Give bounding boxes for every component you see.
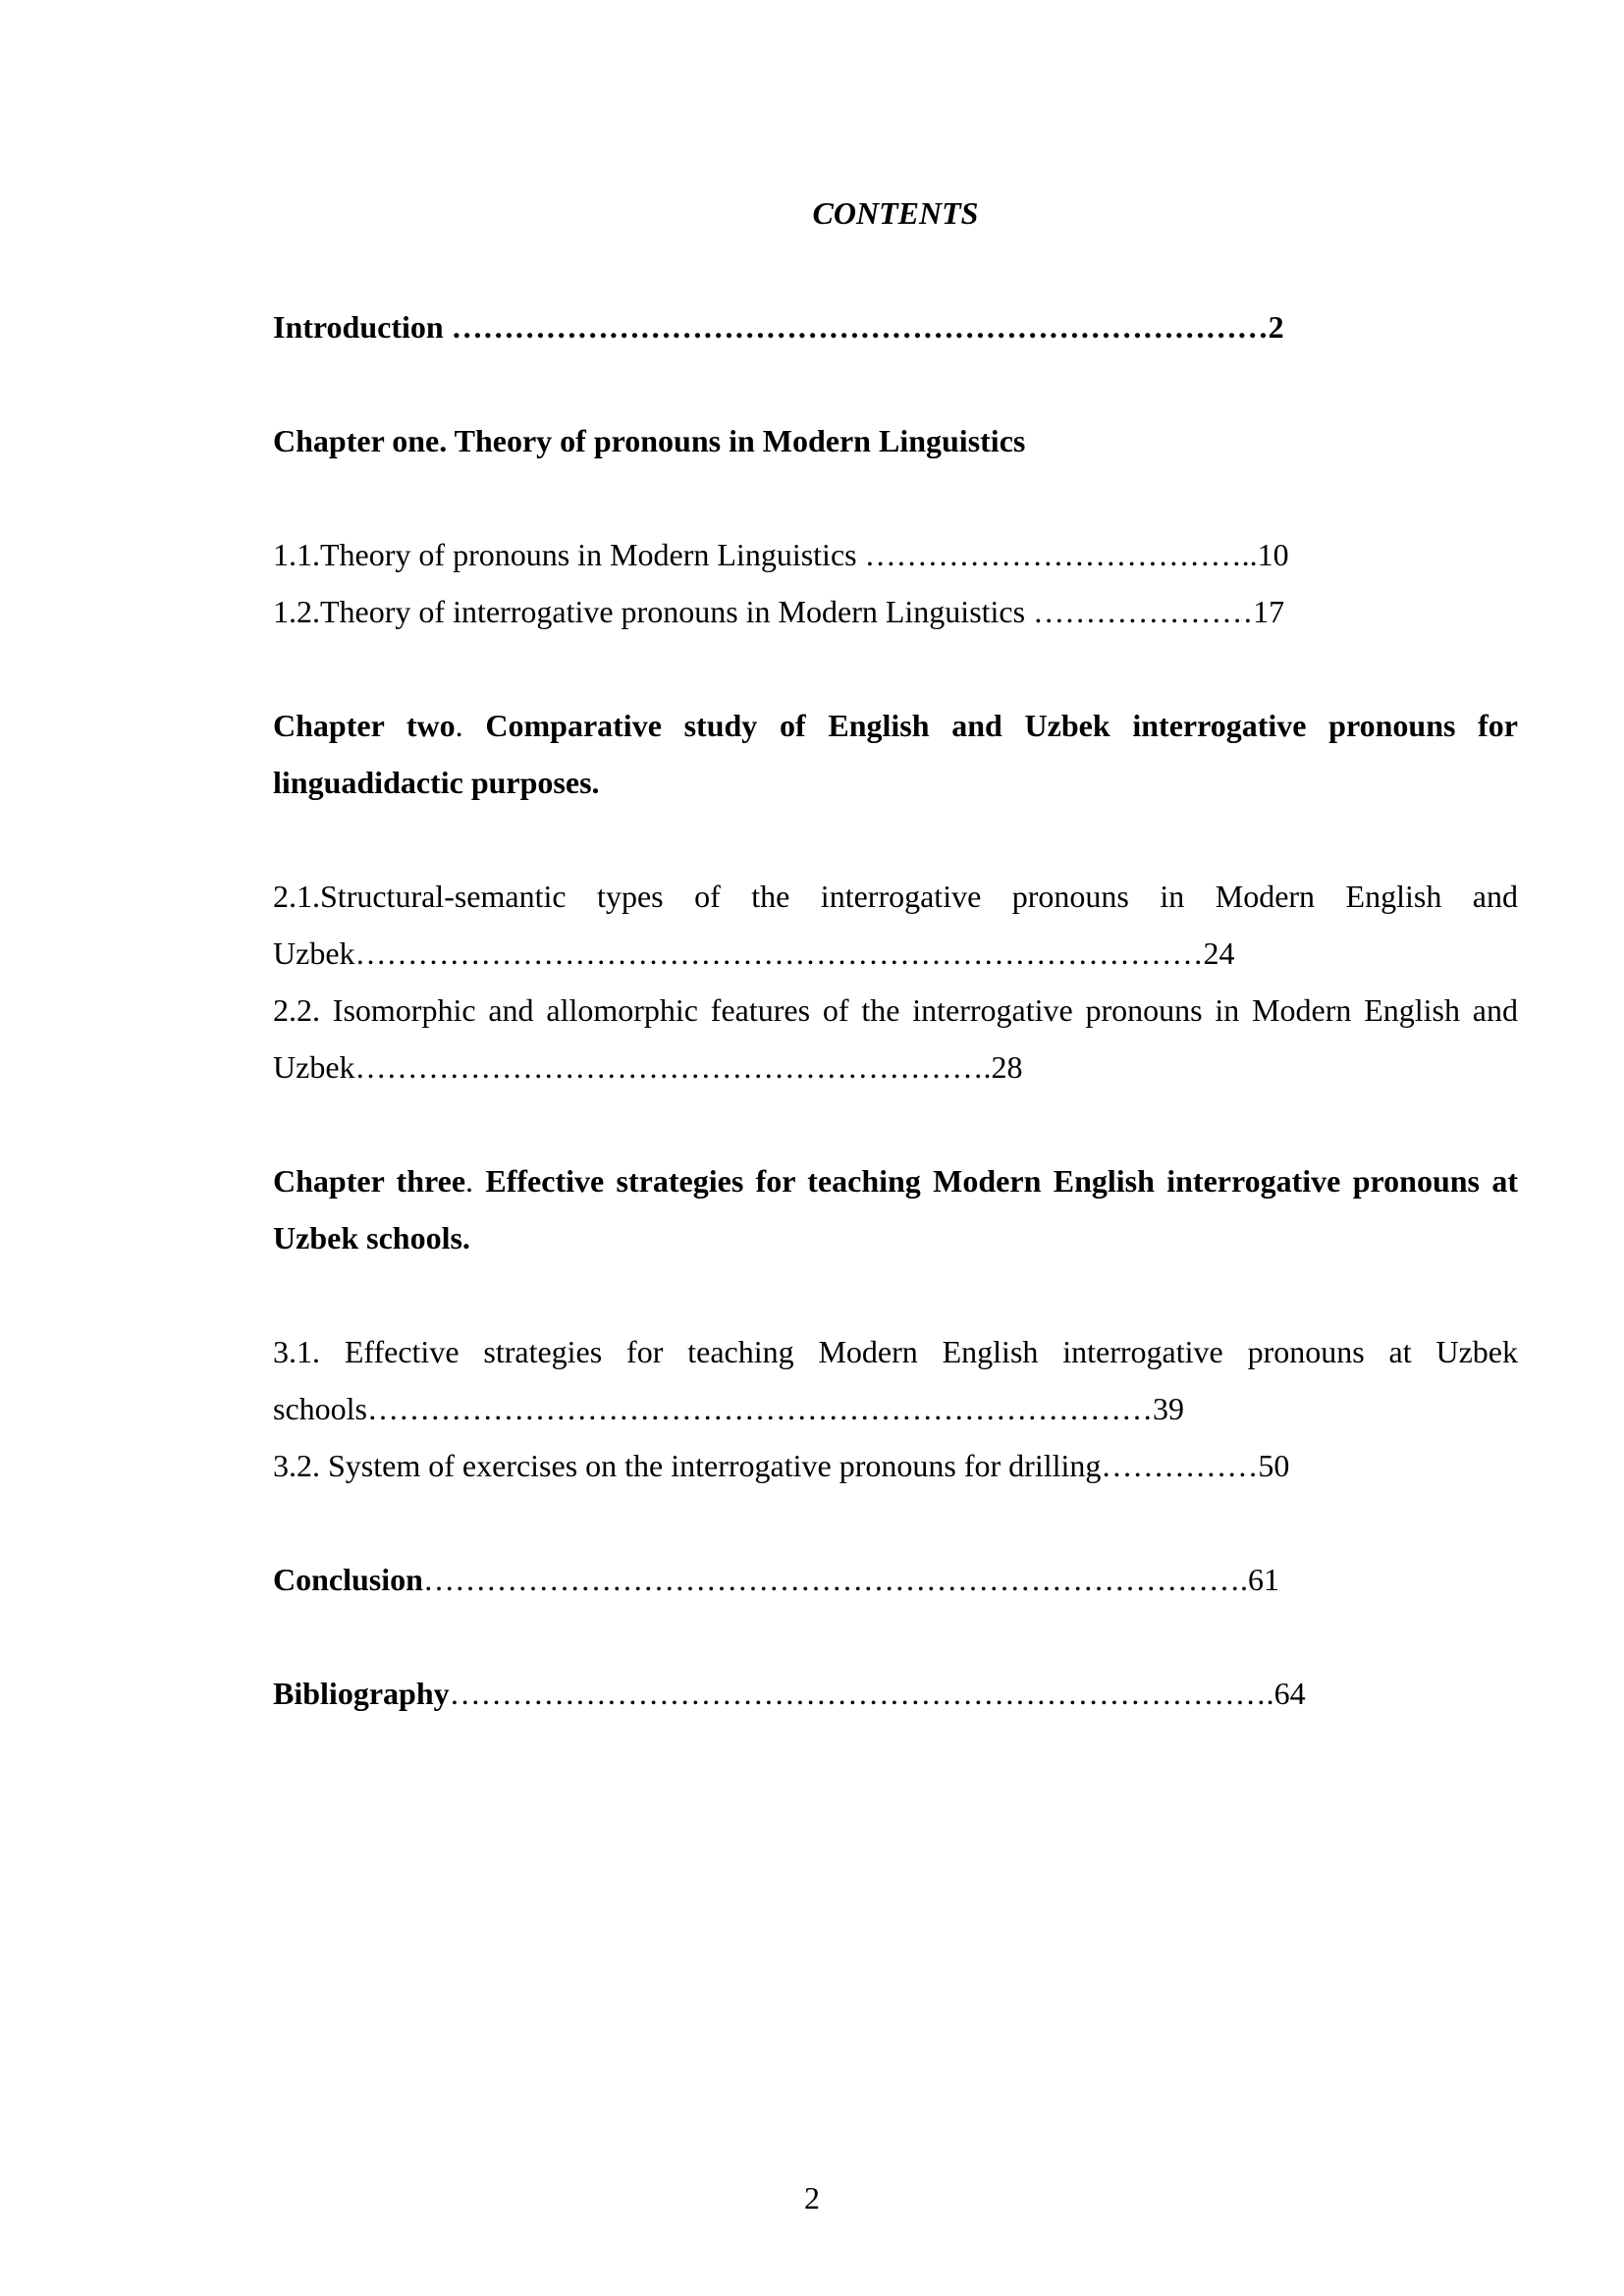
toc-title: CONTENTS	[812, 195, 979, 231]
toc-entry-conclusion	[273, 1551, 1518, 1608]
spacer	[273, 241, 1518, 298]
toc-entry-2-1	[273, 868, 1518, 982]
toc-page-number: 24	[1203, 935, 1235, 971]
chapter-title: Comparative study of English and Uzbek interrogative pronouns for linguadidactic purposes.	[273, 708, 1519, 800]
toc-entry-text: 2.1.Structural-semantic types of the interrogative pronouns in Modern English and Uzbek	[273, 879, 1518, 971]
toc-entry-text: 1.2.Theory of interrogative pronouns in Modern Linguistics	[273, 594, 1034, 629]
toc-page-number: 2	[1268, 309, 1284, 345]
toc-page-number: 17	[1253, 594, 1285, 629]
toc-chapter-one-heading: Chapter one. Theory of pronouns in Modern Linguistics	[273, 423, 1026, 458]
toc-leader: ……………	[1101, 1448, 1259, 1483]
toc-leader: ………………………………………………………………………	[354, 935, 1204, 971]
toc-entry-3-1	[273, 1323, 1518, 1437]
toc-leader: …………………	[1033, 594, 1254, 629]
toc-entry-label: Introduction	[273, 309, 444, 345]
spacer	[273, 1266, 1518, 1323]
toc-entry-text: 1.1.Theory of pronouns in Modern Linguistics	[273, 537, 865, 572]
toc-entry-2-2	[273, 982, 1518, 1095]
toc-entry-1-1	[273, 526, 1518, 583]
toc-chapter-three-heading	[273, 1152, 1518, 1266]
toc-entry-introduction	[273, 298, 1518, 355]
toc-page-number: 61	[1247, 1562, 1279, 1597]
toc-entry-text: 2.2. Isomorphic and allomorphic features of the interrogative pronouns in Modern English and Uzbek	[273, 992, 1518, 1085]
toc-chapter-two-heading	[273, 697, 1518, 811]
toc-page-number: 50	[1258, 1448, 1290, 1483]
toc-leader: …………………………………………………………………….	[449, 1676, 1274, 1711]
toc-leader: …………………………………………………………………….	[422, 1562, 1248, 1597]
toc-page-number: 39	[1153, 1391, 1184, 1426]
toc-leader: ………………………………..	[864, 537, 1258, 572]
spacer	[273, 640, 1518, 697]
toc-entry-label: Bibliography	[273, 1676, 450, 1711]
toc-page-number: 28	[991, 1049, 1023, 1085]
page-number: 2	[804, 2180, 820, 2216]
chapter-separator: .	[465, 1163, 474, 1199]
table-of-contents	[273, 185, 1518, 1722]
toc-entry-1-2	[273, 583, 1518, 640]
toc-entry-text: 3.2. System of exercises on the interrogative pronouns for drilling	[273, 1448, 1102, 1483]
spacer	[273, 1095, 1518, 1152]
toc-leader: …………………………………………………………………	[367, 1391, 1153, 1426]
chapter-label: Chapter three	[273, 1163, 466, 1199]
toc-entry-bibliography	[273, 1665, 1518, 1722]
spacer	[273, 1608, 1518, 1665]
spacer	[273, 469, 1518, 526]
chapter-title: Effective strategies for teaching Modern English interrogative pronouns at Uzbek schools.	[273, 1163, 1519, 1255]
toc-entry-label: Conclusion	[273, 1562, 423, 1597]
toc-page-number: 64	[1273, 1676, 1306, 1711]
toc-entry-text: 3.1. Effective strategies for teaching Modern English interrogative pronouns at Uzbek schools	[273, 1334, 1518, 1426]
spacer	[273, 811, 1518, 868]
spacer	[273, 1494, 1518, 1551]
toc-page-number: 10	[1257, 537, 1289, 572]
toc-leader: …………………………………………………….	[354, 1049, 992, 1085]
toc-leader: ……………………………………………………………………	[443, 309, 1269, 345]
chapter-separator: .	[455, 708, 463, 743]
chapter-label: Chapter two	[273, 708, 456, 743]
spacer	[273, 355, 1518, 412]
toc-entry-3-2	[273, 1437, 1518, 1494]
